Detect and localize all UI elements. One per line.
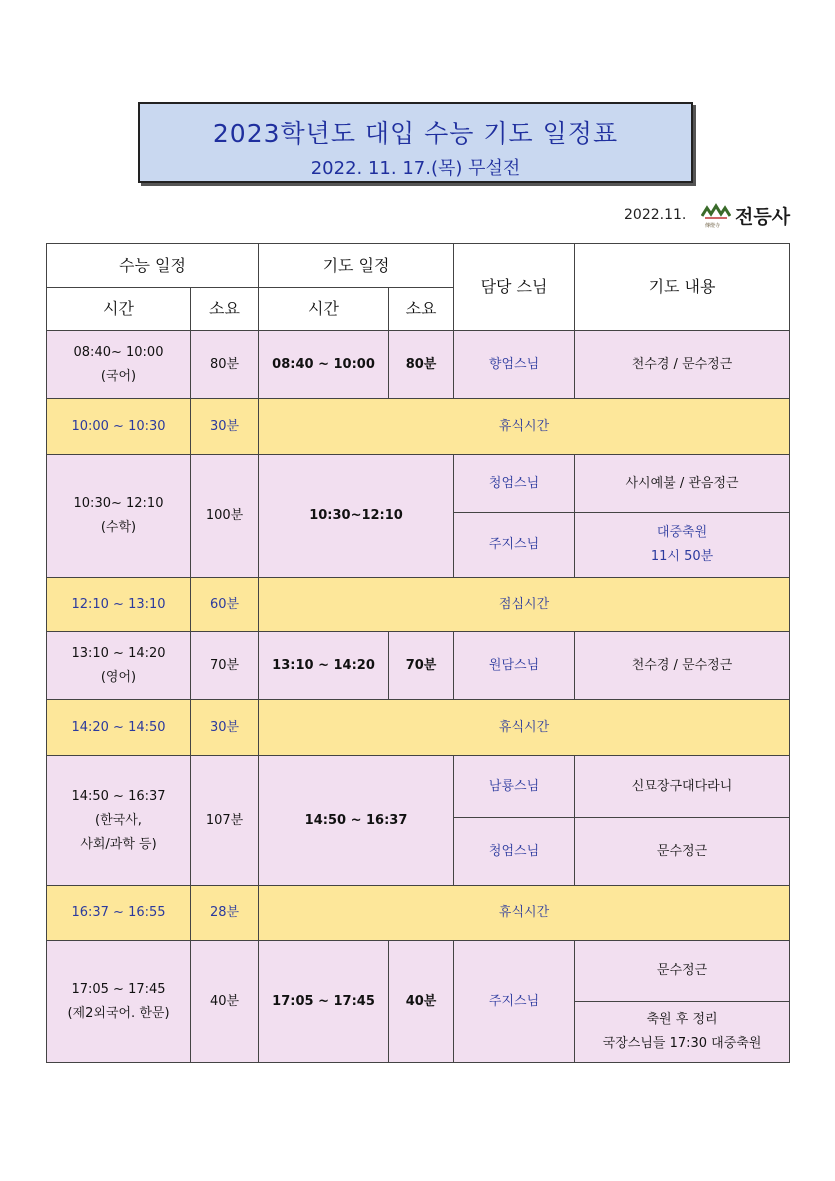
break-time: 14:20 ~ 14:50 [47, 700, 191, 756]
prayer-content: 천수경 / 문수정근 [575, 632, 790, 700]
break-row [47, 399, 790, 455]
header-exam-schedule: 수능 일정 [47, 244, 259, 288]
header-time: 시간 [47, 288, 191, 331]
monk-name: 주지스님 [454, 941, 575, 1063]
title-box [138, 102, 693, 183]
break-label: 휴식시간 [259, 700, 790, 756]
prayer-content: 문수정근 [575, 818, 790, 886]
table-row [47, 632, 790, 700]
page-title: 2023학년도 대입 수능 기도 일정표 [212, 119, 619, 148]
exam-duration: 40분 [191, 941, 259, 1063]
prayer-time: 13:10 ~ 14:20 [259, 632, 389, 700]
prayer-content: 대중축원 11시 50분 [575, 513, 790, 578]
break-label: 점심시간 [259, 578, 790, 632]
monk-name: 원담스님 [454, 632, 575, 700]
break-duration: 30분 [191, 700, 259, 756]
table-row [47, 455, 790, 513]
break-row [47, 578, 790, 632]
schedule-table [46, 243, 790, 1063]
header-content: 기도 내용 [575, 244, 790, 331]
monk-name: 남룡스님 [454, 756, 575, 818]
table-row [47, 331, 790, 399]
exam-time-cell: 14:50 ~ 16:37 (한국사, 사회/과학 등) [47, 756, 191, 886]
prayer-duration: 70분 [389, 632, 454, 700]
break-row [47, 886, 790, 941]
prayer-content: 사시예불 / 관음정근 [575, 455, 790, 513]
header-prayer-duration: 소요 [389, 288, 454, 331]
prayer-content: 천수경 / 문수정근 [575, 331, 790, 399]
header-duration: 소요 [191, 288, 259, 331]
prayer-time: 08:40 ~ 10:00 [259, 331, 389, 399]
exam-duration: 80분 [191, 331, 259, 399]
break-duration: 28분 [191, 886, 259, 941]
break-label: 휴식시간 [259, 886, 790, 941]
prayer-duration: 40분 [389, 941, 454, 1063]
monk-name: 향엄스님 [454, 331, 575, 399]
table-row [47, 756, 790, 818]
prayer-time: 14:50 ~ 16:37 [259, 756, 454, 886]
exam-duration: 70분 [191, 632, 259, 700]
issue-date: 2022.11. [624, 207, 687, 223]
exam-time-cell: 10:30~ 12:10 (수학) [47, 455, 191, 578]
table-row [47, 941, 790, 1002]
exam-duration: 107분 [191, 756, 259, 886]
exam-time-cell: 17:05 ~ 17:45 (제2외국어. 한문) [47, 941, 191, 1063]
prayer-duration: 80분 [389, 331, 454, 399]
header-prayer-time: 시간 [259, 288, 389, 331]
exam-time-cell: 08:40~ 10:00 (국어) [47, 331, 191, 399]
monk-name: 청엄스님 [454, 455, 575, 513]
break-label: 휴식시간 [259, 399, 790, 455]
break-time: 16:37 ~ 16:55 [47, 886, 191, 941]
org-name: 전등사 [735, 206, 791, 228]
prayer-time: 10:30~12:10 [259, 455, 454, 578]
logo-caption: 傳燈寺 [705, 223, 721, 229]
header-monk: 담당 스님 [454, 244, 575, 331]
prayer-time: 17:05 ~ 17:45 [259, 941, 389, 1063]
break-duration: 30분 [191, 399, 259, 455]
break-time: 12:10 ~ 13:10 [47, 578, 191, 632]
monk-name: 주지스님 [454, 513, 575, 578]
break-duration: 60분 [191, 578, 259, 632]
exam-duration: 100분 [191, 455, 259, 578]
prayer-content: 축원 후 정리 국장스님들 17:30 대중축원 [575, 1002, 790, 1063]
break-row [47, 700, 790, 756]
prayer-content: 문수정근 [575, 941, 790, 1002]
break-time: 10:00 ~ 10:30 [47, 399, 191, 455]
exam-time-cell: 13:10 ~ 14:20 (영어) [47, 632, 191, 700]
header-prayer-schedule: 기도 일정 [259, 244, 454, 288]
page-subtitle: 2022. 11. 17.(목) 무설전 [310, 158, 521, 179]
prayer-content: 신묘장구대다라니 [575, 756, 790, 818]
monk-name: 청엄스님 [454, 818, 575, 886]
